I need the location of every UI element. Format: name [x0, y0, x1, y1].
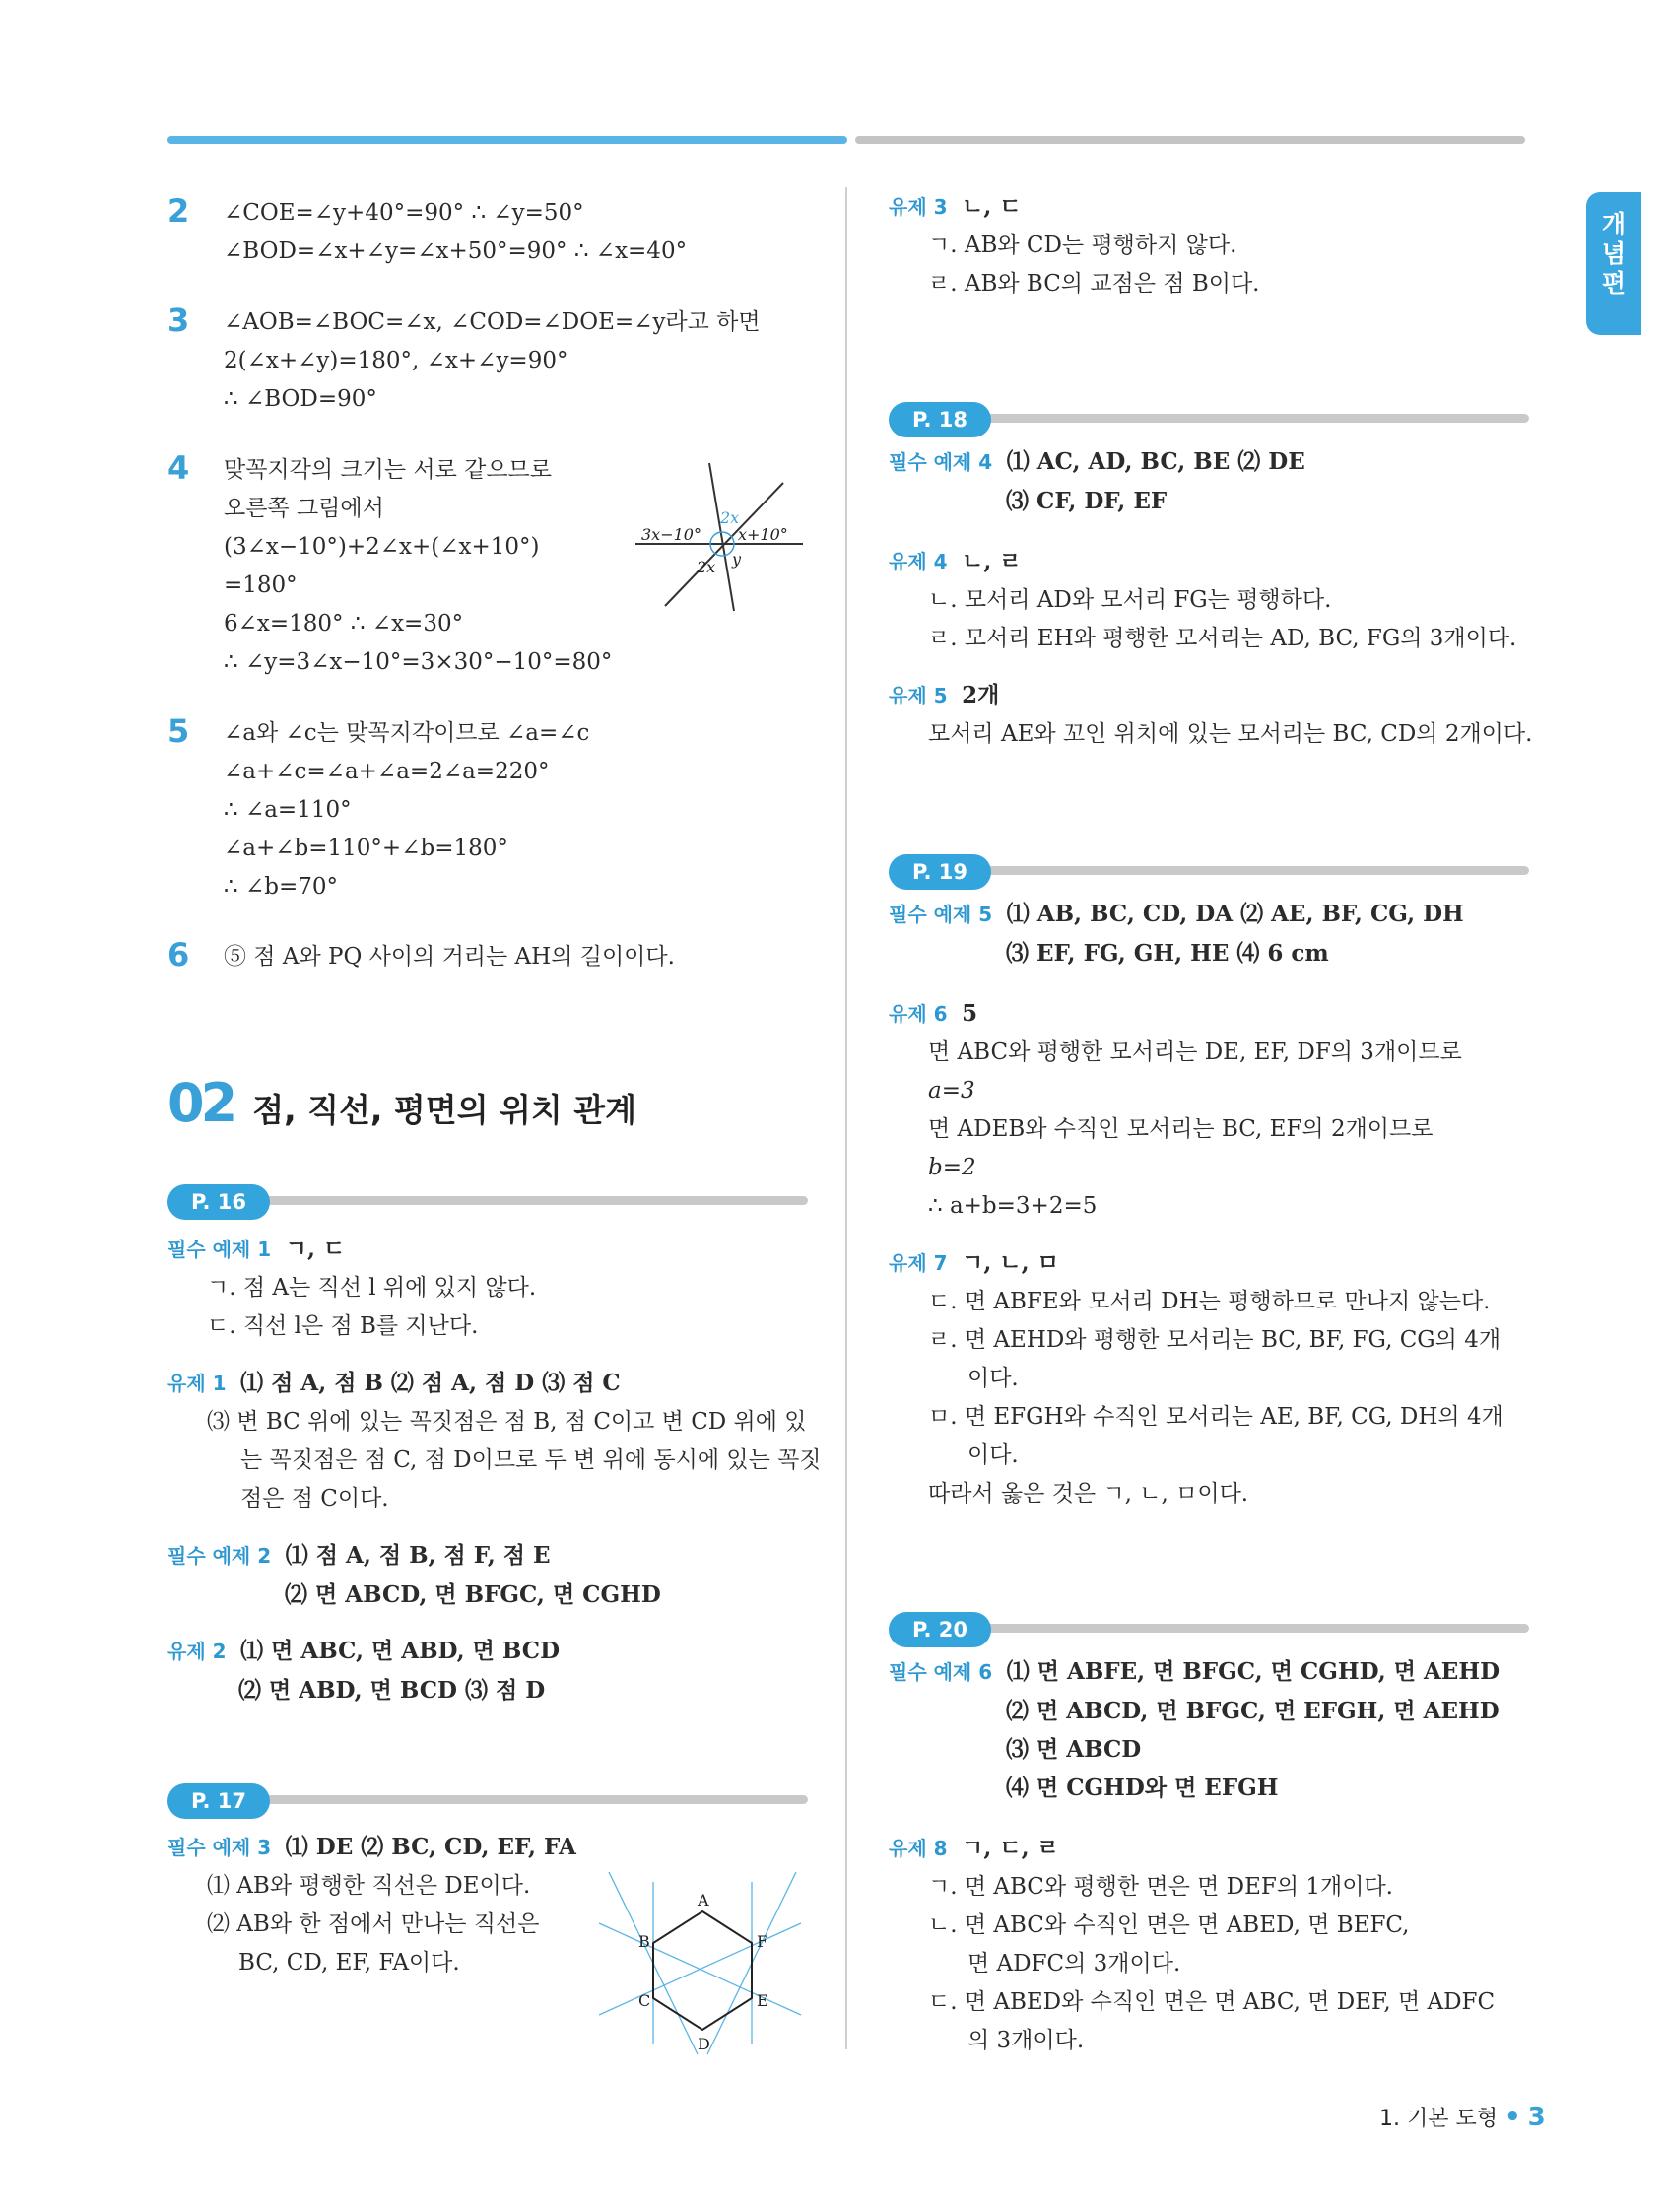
- text-line: ㄹ. 면 AEHD와 평행한 모서리는 BC, BF, FG, CG의 4개: [928, 1327, 1501, 1353]
- exercise-label: 유제 4: [889, 550, 948, 573]
- vertex-label: F: [757, 1932, 768, 1951]
- answer: ⑵ 면 ABCD, 면 BFGC, 면 CGHD: [285, 1581, 661, 1608]
- section-number: 02: [167, 1072, 234, 1134]
- text-line: 면 ABC와 평행한 모서리는 DE, EF, DF의 3개이므로: [928, 1039, 1462, 1065]
- text-line: ㄹ. 모서리 EH와 평행한 모서리는 AD, BC, FG의 3개이다.: [928, 626, 1517, 651]
- text-line: ∴ ∠a=110°: [224, 797, 352, 823]
- answer: ⑶ CF, DF, EF: [1006, 488, 1168, 514]
- answer: ⑴ 면 ABC, 면 ABD, 면 BCD: [240, 1638, 561, 1664]
- page-number: 3: [1527, 2103, 1546, 2132]
- angle-label: 3x−10°: [641, 525, 701, 544]
- answer: ⑴ DE ⑵ BC, CD, EF, FA: [285, 1834, 576, 1860]
- text-line: ⑴ AB와 평행한 직선은 DE이다.: [207, 1873, 531, 1899]
- text-line: 이다.: [967, 1366, 1019, 1391]
- exercise-label: 유제 7: [889, 1251, 948, 1275]
- text-line: ㄱ. 면 ABC와 평행한 면은 면 DEF의 1개이다.: [928, 1874, 1393, 1900]
- text-line: 면 ADEB와 수직인 모서리는 BC, EF의 2개이므로: [928, 1116, 1434, 1142]
- answer: ㄱ, ㄷ, ㄹ: [962, 1835, 1059, 1861]
- text-line: =180°: [224, 572, 298, 598]
- text-line: 이다.: [967, 1442, 1019, 1468]
- answer: ⑵ 면 ABD, 면 BCD ⑶ 점 D: [238, 1677, 546, 1704]
- example-label: 필수 예제 5: [889, 903, 993, 926]
- text-line: 모서리 AE와 꼬인 위치에 있는 모서리는 BC, CD의 2개이다.: [928, 721, 1533, 747]
- page-badge-16: P. 16: [167, 1184, 808, 1220]
- text-line: ∠BOD=∠x+∠y=∠x+50°=90° ∴ ∠x=40°: [224, 238, 688, 264]
- p16-block: [167, 1230, 822, 1709]
- example-label: 필수 예제 1: [167, 1238, 272, 1261]
- page-badge-20: P. 20: [889, 1612, 1529, 1647]
- exercise-label: 유제 3: [889, 195, 948, 219]
- text-line: 6∠x=180° ∴ ∠x=30°: [224, 611, 464, 637]
- text-line: (3∠x−10°)+2∠x+(∠x+10°): [224, 534, 540, 560]
- example-label: 필수 예제 2: [167, 1544, 272, 1568]
- problem-number: 6: [167, 936, 190, 973]
- header-bar-left: [167, 136, 847, 144]
- vertex-label: E: [757, 1991, 768, 2010]
- text-line: ∴ ∠y=3∠x−10°=3×30°−10°=80°: [224, 649, 613, 675]
- answer: ⑵ 면 ABCD, 면 BFGC, 면 EFGH, 면 AEHD: [1006, 1698, 1500, 1724]
- text-line: 2(∠x+∠y)=180°, ∠x+∠y=90°: [224, 348, 568, 373]
- text-line: 는 꼭짓점은 점 C, 점 D이므로 두 변 위에 동시에 있는 꼭짓: [240, 1447, 822, 1473]
- chapter-title: 1. 기본 도형: [1379, 2107, 1498, 2131]
- exercise-label: 유제 5: [889, 684, 948, 707]
- text-line: 면 ADFC의 3개이다.: [967, 1951, 1181, 1977]
- page-badge-17: P. 17: [167, 1783, 808, 1819]
- answer: ㄱ, ㄷ: [285, 1236, 346, 1262]
- text-line: b=2: [928, 1155, 976, 1180]
- angle-label: y: [732, 550, 742, 569]
- angle-label: 2x: [697, 558, 716, 576]
- page-footer: [1379, 2102, 1546, 2132]
- text-line: ㄴ. 모서리 AD와 모서리 FG는 평행하다.: [928, 587, 1332, 613]
- section-heading: [167, 1072, 636, 1134]
- text-line: BC, CD, EF, FA이다.: [238, 1950, 460, 1976]
- vertex-label: B: [638, 1932, 650, 1951]
- text-line: ∴ ∠b=70°: [224, 874, 338, 900]
- answer: 2개: [962, 682, 1000, 708]
- text-line: ㄷ. 직선 l은 점 B를 지난다.: [207, 1313, 479, 1339]
- answer: ⑴ AB, BC, CD, DA ⑵ AE, BF, CG, DH: [1006, 901, 1464, 927]
- text-line: ㄷ. 면 ABED와 수직인 면은 면 ABC, 면 DEF, 면 ADFC: [928, 1989, 1496, 2015]
- answer: ㄴ, ㄷ: [962, 193, 1022, 220]
- exercise-label: 유제 1: [167, 1372, 227, 1395]
- vertex-label: C: [638, 1991, 651, 2010]
- section-title: 점, 직선, 평면의 위치 관계: [252, 1091, 637, 1129]
- angle-label: 2x: [720, 508, 740, 527]
- example-label: 필수 예제 6: [889, 1660, 993, 1684]
- side-tab[interactable]: 개념편: [1586, 192, 1641, 335]
- header-bar-right: [855, 136, 1525, 144]
- text-line: ㄱ. AB와 CD는 평행하지 않다.: [928, 233, 1237, 258]
- u3-block: [889, 187, 1539, 303]
- text-line: ⑤ 점 A와 PQ 사이의 거리는 AH의 길이이다.: [224, 944, 675, 970]
- text-line: a=3: [928, 1078, 975, 1104]
- text-line: ∠a와 ∠c는 맞꼭지각이므로 ∠a=∠c: [224, 720, 590, 746]
- text-line: 점은 점 C이다.: [240, 1486, 389, 1511]
- vertex-label: A: [698, 1891, 709, 1910]
- page-badge-18: P. 18: [889, 402, 1529, 437]
- text-line: ∴ ∠BOD=90°: [224, 386, 377, 412]
- exercise-label: 유제 8: [889, 1837, 948, 1860]
- text-line: ∠a+∠c=∠a+∠a=2∠a=220°: [224, 759, 550, 784]
- p19-block: [889, 895, 1539, 1513]
- text-line: ⑵ AB와 한 점에서 만나는 직선은: [207, 1911, 540, 1937]
- angle-figure: [635, 458, 808, 616]
- text-line: 의 3개이다.: [967, 2028, 1085, 2053]
- text-line: ∠a+∠b=110°+∠b=180°: [224, 836, 508, 861]
- vertex-label: D: [698, 2035, 710, 2053]
- angle-label: x+10°: [738, 525, 788, 544]
- answer: ㄴ, ㄹ: [962, 548, 1022, 574]
- text-line: ㄱ. 점 A는 직선 l 위에 있지 않다.: [207, 1275, 537, 1301]
- answer: ⑴ AC, AD, BC, BE ⑵ DE: [1006, 448, 1305, 475]
- p20-block: [889, 1652, 1539, 2060]
- example-label: 필수 예제 4: [889, 450, 993, 474]
- column-divider: [845, 187, 847, 2049]
- text-line: ∠COE=∠y+40°=90° ∴ ∠y=50°: [224, 200, 584, 226]
- answer: ⑷ 면 CGHD와 면 EFGH: [1006, 1775, 1279, 1801]
- answer: ⑴ 면 ABFE, 면 BFGC, 면 CGHD, 면 AEHD: [1006, 1658, 1501, 1685]
- text-line: ⑶ 변 BC 위에 있는 꼭짓점은 점 B, 점 C이고 변 CD 위에 있: [207, 1409, 807, 1435]
- text-line: ∠AOB=∠BOC=∠x, ∠COD=∠DOE=∠y라고 하면: [224, 309, 761, 335]
- text-line: ㄴ. 면 ABC와 수직인 면은 면 ABED, 면 BEFC,: [928, 1912, 1410, 1938]
- hexagon-figure: [599, 1872, 811, 2054]
- answer: ⑶ 면 ABCD: [1006, 1736, 1142, 1763]
- p18-block: [889, 442, 1539, 754]
- problem-number: 4: [167, 449, 190, 487]
- example-label: 필수 예제 3: [167, 1836, 272, 1859]
- answer: 5: [962, 1000, 978, 1027]
- text-line: ∴ a+b=3+2=5: [928, 1193, 1098, 1219]
- problem-number: 2: [167, 192, 190, 230]
- text-line: 따라서 옳은 것은 ㄱ, ㄴ, ㅁ이다.: [928, 1481, 1249, 1507]
- text-line: 맞꼭지각의 크기는 서로 같으므로: [224, 457, 552, 483]
- answer: ⑴ 점 A, 점 B ⑵ 점 A, 점 D ⑶ 점 C: [240, 1370, 621, 1396]
- problem-number: 5: [167, 712, 190, 750]
- answer: ⑴ 점 A, 점 B, 점 F, 점 E: [285, 1542, 551, 1569]
- exercise-label: 유제 6: [889, 1002, 948, 1026]
- problem-number: 3: [167, 302, 190, 339]
- text-line: ㄷ. 면 ABFE와 모서리 DH는 평행하므로 만나지 않는다.: [928, 1289, 1491, 1314]
- footer-bullet: •: [1504, 2103, 1521, 2132]
- answer: ㄱ, ㄴ, ㅁ: [962, 1249, 1059, 1276]
- page-badge-19: P. 19: [889, 854, 1529, 890]
- text-line: 오른쪽 그림에서: [224, 496, 384, 521]
- answer: ⑶ EF, FG, GH, HE ⑷ 6 cm: [1006, 940, 1329, 967]
- text-line: ㅁ. 면 EFGH와 수직인 모서리는 AE, BF, CG, DH의 4개: [928, 1404, 1503, 1430]
- text-line: ㄹ. AB와 BC의 교점은 점 B이다.: [928, 271, 1260, 297]
- exercise-label: 유제 2: [167, 1640, 227, 1663]
